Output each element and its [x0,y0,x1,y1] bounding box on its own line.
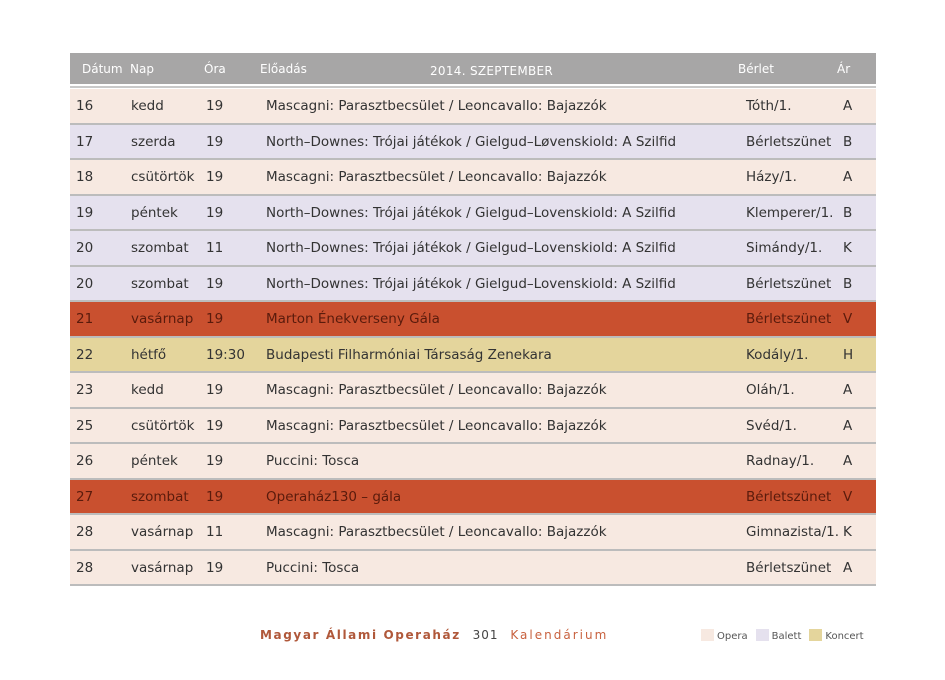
table-row [70,409,876,445]
legend-label: Opera [717,631,748,642]
footer-calendar: Kalendárium [510,628,609,642]
cell-eloadas: Mascagni: Parasztbecsület / Leoncavallo: Bajazzók [266,382,607,398]
cell-eloadas: North–Downes: Trójai játékok / Gielgud–Lovenskiold: A Szilfid [266,240,676,256]
cell-ora: 19 [206,311,224,327]
cell-nap: szerda [131,133,176,150]
cell-ora: 19 [206,98,224,114]
cell-berlet: Bérletszünet [746,133,832,150]
cell-ar: B [843,133,853,150]
cell-ar: A [843,559,853,576]
page-footer [260,628,608,642]
cell-nap: vasárnap [131,311,194,327]
cell-ora: 19 [206,559,224,576]
cell-eloadas: Marton Énekverseny Gála [266,311,440,327]
cell-eloadas: Mascagni: Parasztbecsület / Leoncavallo: Bajazzók [266,98,607,114]
legend-label: Balett [771,631,802,642]
table-row [70,196,876,232]
cell-berlet: Bérletszünet [746,311,832,327]
cell-eloadas: Budapesti Filharmóniai Társaság Zenekara [266,346,552,363]
cell-ar: K [843,240,852,256]
cell-datum: 20 [76,240,94,256]
cell-datum: 27 [76,488,94,505]
cell-eloadas: Mascagni: Parasztbecsület / Leoncavallo: Bajazzók [266,417,607,434]
header-ar: Ár [837,62,851,76]
cell-nap: vasárnap [131,524,194,540]
table-row [70,480,876,516]
cell-ar: A [843,453,853,469]
cell-ora: 19 [206,133,224,150]
cell-ora: 11 [206,524,224,540]
cell-ora: 19 [206,453,224,469]
cell-berlet: Bérletszünet [746,275,832,292]
cell-eloadas: North–Downes: Trójai játékok / Gielgud–Løvenskiold: A Szilfid [266,133,677,150]
cell-berlet: Oláh/1. [746,382,795,398]
cell-ora: 19 [206,417,224,434]
cell-datum: 28 [76,524,94,540]
cell-datum: 18 [76,169,94,185]
table-row [70,338,876,374]
cell-berlet: Bérletszünet [746,488,832,505]
cell-nap: szombat [131,275,189,292]
cell-nap: szombat [131,240,189,256]
legend-swatch [809,629,822,641]
cell-nap: csütörtök [131,417,195,434]
table-row [70,160,876,196]
cell-ora: 19:30 [206,346,245,363]
cell-datum: 26 [76,453,94,469]
cell-datum: 25 [76,417,94,434]
header-berlet: Bérlet [738,62,774,76]
cell-nap: péntek [131,453,178,469]
cell-berlet: Házy/1. [746,169,797,185]
schedule-table-body [70,89,876,586]
cell-berlet: Klemperer/1. [746,204,834,221]
cell-nap: vasárnap [131,559,194,576]
cell-nap: kedd [131,98,164,114]
cell-eloadas: North–Downes: Trójai játékok / Gielgud–Lovenskiold: A Szilfid [266,204,676,221]
cell-ora: 19 [206,275,224,292]
legend-swatch [756,629,769,641]
table-row [70,551,876,587]
cell-ora: 19 [206,204,224,221]
cell-eloadas: Puccini: Tosca [266,559,360,576]
cell-ar: A [843,98,853,114]
cell-datum: 17 [76,133,94,150]
header-eloadas: Előadás [260,62,307,76]
cell-berlet: Gimnazista/1. [746,524,840,540]
header-datum: Dátum [82,62,123,76]
cell-eloadas: Operaház130 – gála [266,488,402,505]
cell-berlet: Svéd/1. [746,417,797,434]
legend-swatch [701,629,714,641]
table-row [70,89,876,125]
cell-ora: 19 [206,382,224,398]
cell-eloadas: Mascagni: Parasztbecsület / Leoncavallo: Bajazzók [266,169,607,185]
cell-ar: V [843,488,853,505]
cell-datum: 28 [76,559,94,576]
cell-nap: péntek [131,204,178,221]
cell-berlet: Tóth/1. [746,98,792,114]
legend-label: Koncert [825,631,864,642]
cell-datum: 23 [76,382,94,398]
header-ora: Óra [204,62,226,76]
color-legend [701,629,872,642]
cell-nap: kedd [131,382,164,398]
table-row [70,444,876,480]
cell-eloadas: North–Downes: Trójai játékok / Gielgud–Lovenskiold: A Szilfid [266,275,676,292]
cell-ar: B [843,275,853,292]
cell-berlet: Radnay/1. [746,453,815,469]
cell-ora: 19 [206,488,224,505]
cell-datum: 20 [76,275,94,292]
cell-datum: 22 [76,346,94,363]
table-row [70,373,876,409]
page-number: 301 [472,628,499,642]
cell-ar: H [843,346,854,363]
cell-datum: 16 [76,98,94,114]
cell-ar: A [843,169,853,185]
cell-ora: 11 [206,240,224,256]
table-row [70,231,876,267]
cell-eloadas: Puccini: Tosca [266,453,360,469]
table-row [70,515,876,551]
legend-item [756,629,802,642]
table-row [70,125,876,161]
cell-ar: A [843,382,853,398]
cell-datum: 21 [76,311,94,327]
cell-ora: 19 [206,169,224,185]
cell-nap: hétfő [131,346,167,363]
header-divider [70,86,876,88]
cell-ar: V [843,311,853,327]
table-row [70,302,876,338]
table-header [70,53,876,84]
table-row [70,267,876,303]
cell-nap: csütörtök [131,169,195,185]
cell-berlet: Simándy/1. [746,240,823,256]
cell-ar: K [843,524,852,540]
cell-berlet: Kodály/1. [746,346,809,363]
cell-eloadas: Mascagni: Parasztbecsület / Leoncavallo: Bajazzók [266,524,607,540]
header-nap: Nap [130,62,154,76]
header-month: 2014. SZEPTEMBER [430,64,554,78]
cell-datum: 19 [76,204,94,221]
cell-berlet: Bérletszünet [746,559,832,576]
cell-ar: B [843,204,853,221]
legend-item [809,629,863,642]
cell-nap: szombat [131,488,189,505]
legend-item [701,629,748,642]
cell-ar: A [843,417,853,434]
footer-organization: Magyar Állami Operaház [260,628,461,642]
